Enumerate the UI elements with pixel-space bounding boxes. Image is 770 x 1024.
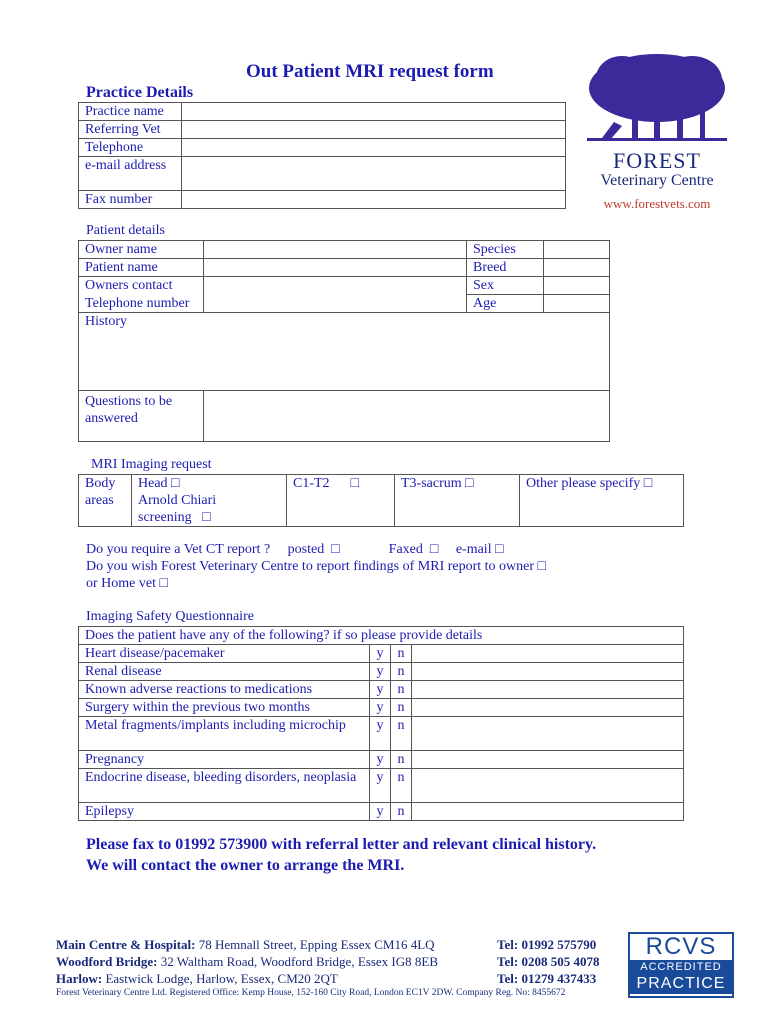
yes-option[interactable]: y [370,803,391,821]
questions-label-line1: Questions to be [85,394,173,409]
safety-item: Surgery within the previous two months [79,699,370,717]
fax-note-line1: Please fax to 01992 573900 with referral letter and relevant clinical history. [86,836,597,853]
tree-icon [582,50,732,145]
patient-label: Owners contact [79,277,204,295]
age-field[interactable] [544,295,610,313]
safety-item: Heart disease/pacemaker [79,645,370,663]
forest-logo [582,50,732,212]
patient-label: Owner name [79,241,204,259]
history-label: History [85,314,127,329]
yes-option[interactable]: y [370,751,391,769]
no-option[interactable]: n [391,681,412,699]
mri-table [78,474,684,527]
safety-table [78,626,684,821]
mri-heading: MRI Imaging request [91,457,212,472]
yes-option[interactable]: y [370,681,391,699]
safety-item: Metal fragments/implants including microchip [79,717,370,751]
safety-item: Known adverse reactions to medications [79,681,370,699]
history-field[interactable] [79,313,610,391]
address-label: Harlow: [56,971,103,986]
patient-heading: Patient details [86,223,165,238]
arnold-chiari-label: Arnold Chiari [138,493,217,508]
yes-option[interactable]: y [370,699,391,717]
footer-telephones [497,936,599,987]
no-option[interactable]: n [391,699,412,717]
head-checkbox-label: Head □ [138,476,180,491]
telephone-field[interactable] [182,139,566,157]
patient-label: Breed [467,259,544,277]
practice-table [78,102,566,209]
screening-checkbox-label: screening □ [138,510,211,525]
body-areas-line2: areas [85,493,114,508]
practice-label: Practice name [79,103,182,121]
no-option[interactable]: n [391,717,412,751]
patient-label: Telephone number [79,295,204,313]
ct-report-question[interactable]: Do you require a Vet CT report ? posted □ Faxed □ e-mail □ [86,542,504,557]
questions-label-line2: answered [85,411,138,426]
yes-option[interactable]: y [370,663,391,681]
safety-heading: Imaging Safety Questionnaire [86,609,254,624]
fax-note-line2: We will contact the owner to arrange the MRI. [86,857,405,874]
logo-url[interactable]: www.forestvets.com [603,196,711,211]
registered-office: Forest Veterinary Centre Ltd. Registered Office: Kemp House, 152-160 City Road, London EC1V 2DW. Company Reg. No: 8455672 [56,988,566,998]
owner-name-field[interactable] [204,241,467,259]
page-title: Out Patient MRI request form [246,61,494,82]
telephone-number: Tel: 01992 575790 [497,937,597,952]
details-field[interactable] [412,717,684,751]
rcvs-text: RCVS [645,933,717,960]
practice-label: e-mail address [79,157,182,191]
no-option[interactable]: n [391,769,412,803]
referring-vet-field[interactable] [182,121,566,139]
c1t2-option[interactable]: C1-T2 □ [287,475,395,527]
practice-name-field[interactable] [182,103,566,121]
sex-field[interactable] [544,277,610,295]
patient-name-field[interactable] [204,259,467,277]
patient-label: Age [467,295,544,313]
questions-field[interactable] [204,391,610,442]
practice-heading: Practice Details [86,84,194,101]
telephone-number: Tel: 0208 505 4078 [497,954,600,969]
other-option[interactable]: Other please specify □ [520,475,684,527]
practice-label: Fax number [79,191,182,209]
patient-table [78,240,610,442]
practice-label: Referring Vet [79,121,182,139]
no-option[interactable]: n [391,751,412,769]
address-text: 78 Hemnall Street, Epping Essex CM16 4LQ [195,937,435,952]
body-areas-line1: Body [85,476,116,491]
questions-label [79,391,204,442]
no-option[interactable]: n [391,645,412,663]
body-areas-label [79,475,132,527]
practice-label: Telephone [79,139,182,157]
telephone-number: Tel: 01279 437433 [497,971,597,986]
no-option[interactable]: n [391,803,412,821]
fax-field[interactable] [182,191,566,209]
no-option[interactable]: n [391,663,412,681]
details-field[interactable] [412,663,684,681]
home-vet-option[interactable]: or Home vet □ [86,576,168,591]
fax-instructions [86,834,596,876]
address-text: 32 Waltham Road, Woodford Bridge, Essex IG8 8EB [157,954,438,969]
safety-item: Epilepsy [79,803,370,821]
yes-option[interactable]: y [370,645,391,663]
logo-subtitle: Veterinary Centre [600,172,714,189]
owners-contact-field[interactable] [204,277,467,313]
yes-option[interactable]: y [370,769,391,803]
details-field[interactable] [412,645,684,663]
logo-name: FOREST [613,148,701,173]
address-label: Main Centre & Hospital: [56,937,196,952]
breed-field[interactable] [544,259,610,277]
address-text: Eastwick Lodge, Harlow, Essex, CM20 2QT [102,971,338,986]
rcvs-accredited-logo [628,932,734,998]
patient-label: Patient name [79,259,204,277]
safety-item: Pregnancy [79,751,370,769]
safety-item: Endocrine disease, bleeding disorders, neoplasia [79,769,370,803]
safety-item: Renal disease [79,663,370,681]
yes-option[interactable]: y [370,717,391,751]
safety-intro: Does the patient have any of the following? if so please provide details [79,627,684,645]
patient-label: Species [467,241,544,259]
head-option[interactable] [132,475,287,527]
t3-sacrum-option[interactable]: T3-sacrum □ [395,475,520,527]
details-field[interactable] [412,769,684,803]
details-field[interactable] [412,681,684,699]
species-field[interactable] [544,241,610,259]
rcvs-practice: PRACTICE [630,974,732,994]
rcvs-accredited: ACCREDITED [630,960,732,974]
details-field[interactable] [412,699,684,717]
details-field[interactable] [412,803,684,821]
patient-label: Sex [467,277,544,295]
email-field[interactable] [182,157,566,191]
report-findings-question[interactable]: Do you wish Forest Veterinary Centre to report findings of MRI report to owner □ [86,559,547,574]
details-field[interactable] [412,751,684,769]
address-label: Woodford Bridge: [56,954,158,969]
